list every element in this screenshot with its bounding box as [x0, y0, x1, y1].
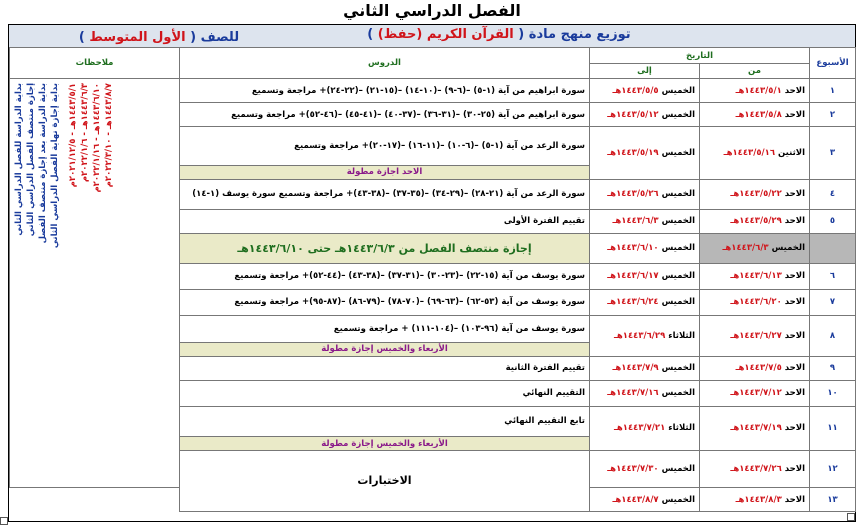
week-number: ٧: [810, 289, 856, 315]
exams-cell: الاختبارات: [180, 451, 590, 512]
lesson-cell: تابع التقييم النهائي: [180, 406, 590, 437]
week-number: ٩: [810, 356, 856, 380]
note-date: ١٤٤٣/٦/٣هـ - ٢٠٢٢/١/٦م: [80, 83, 90, 183]
header-week: الأسبوع: [810, 48, 856, 79]
lesson-cell: سورة ابراهيم من آية (٢٥-٣٠) –(٣١-٣٦) –(٣٧-٤٠) –(٤١-٤٥) –(٤٦-٥٢)+ مراجعة وتسميع: [180, 103, 590, 127]
lesson-cell: سورة يوسف من آية (١٥-٢٢) –(٢٣-٣٠) –(٣١-٣٧) –(٣٨-٤٣) –(٤٤-٥٢)+ مراجعة وتسميع: [180, 263, 590, 289]
notes-cell: [10, 79, 180, 488]
from-date: الاحد ١٤٤٣/٥/٢٩هـ: [700, 209, 810, 233]
week-number: ٤: [810, 179, 856, 209]
note-line: بداية إجازة نهاية الفصل الدراسي الثاني: [50, 83, 60, 249]
banner-grade-suffix: ): [78, 30, 85, 45]
week-number: ٢: [810, 103, 856, 127]
to-date: الخميس ١٤٤٣/٨/٧هـ: [590, 488, 700, 512]
header-notes: ملاحظات: [10, 48, 180, 79]
lesson-cell: سورة ابراهيم من آية (١-٥) –(٦-٩) –(١٠-١٤) –(١٥-٢١) –(٢٢-٢٤)+ مراجعة وتسميع: [180, 79, 590, 103]
lesson-cell: سورة الرعد من آية (٢١-٢٨) –(٢٩-٣٤) –(٣٥-٣٧) –(٣٨-٤٣)+ مراجعة وتسميع سورة يوسف (١-١٤): [180, 179, 590, 209]
to-date: الخميس ١٤٤٣/٦/١٧هـ: [590, 263, 700, 289]
note-line: بداية الدراسة للفصل الدراسي الثاني: [14, 83, 24, 236]
to-date: الخميس ١٤٤٣/٦/٢٤هـ: [590, 289, 700, 315]
from-date: الخميس ١٤٤٣/٦/٣هـ: [700, 233, 810, 263]
to-date: الخميس ١٤٤٣/٥/١٩هـ: [590, 127, 700, 180]
page-corner-handle[interactable]: [0, 517, 8, 525]
to-date: الخميس ١٤٤٣/٥/٢٦هـ: [590, 179, 700, 209]
header-date: التاريخ: [590, 48, 810, 64]
from-date: الاحد ١٤٤٣/٧/٢٦هـ: [700, 451, 810, 488]
midterm-break: إجازة منتصف الفصل من ١٤٤٣/٦/٣هـ حتى ١٤٤٣/٦/١٠هـ: [180, 233, 590, 263]
week-number: ٥: [810, 209, 856, 233]
week-number: [810, 233, 856, 263]
week-number: ٣: [810, 127, 856, 180]
holiday-note: الاحد اجازة مطولة: [180, 165, 590, 179]
banner-subject: القرآن الكريم (حفظ): [377, 27, 514, 42]
week-number: ١٣: [810, 488, 856, 512]
banner-grade-line: [9, 30, 309, 46]
lesson-cell: سورة الرعد من آية (١-٥) –(٦-١٠) –(١١-١٦) –(١٧-٢٠)+ مراجعة وتسميع: [180, 127, 590, 166]
from-date: الاحد ١٤٤٣/٦/٢٠هـ: [700, 289, 810, 315]
header-from: من: [700, 64, 810, 79]
to-date: الخميس ١٤٤٣/٦/١٠هـ: [590, 233, 700, 263]
holiday-note: الأربعاء والخميس إجازة مطولة: [180, 437, 590, 451]
to-date: الخميس ١٤٤٣/٧/٣٠هـ: [590, 451, 700, 488]
lesson-cell: سورة يوسف من آية (٩٦-١٠٣) –(١٠٤-١١١) + مراجعة وتسميع: [180, 315, 590, 342]
from-date: الاحد ١٤٤٣/٧/١٩هـ: [700, 406, 810, 451]
week-number: ٦: [810, 263, 856, 289]
lesson-cell: سورة يوسف من آية (٥٣-٦٢) –(٦٣-٦٩) –(٧٠-٧٨) –(٧٩-٨٦) –(٨٧-٩٥)+ مراجعة وتسميع: [180, 289, 590, 315]
to-date: الثلاثاء ١٤٤٣/٦/٢٩هـ: [590, 315, 700, 356]
to-date: الخميس ١٤٤٣/٧/٩هـ: [590, 356, 700, 380]
banner-grade: الأول المتوسط: [89, 30, 186, 45]
banner: [9, 25, 855, 47]
week-number: ١٢: [810, 451, 856, 488]
note-line: إجازة منتصف الفصل الدراسي الثاني: [26, 83, 36, 237]
banner-grade-prefix: للصف (: [190, 30, 240, 45]
from-date: الاثنين ١٤٤٣/٥/١٦هـ: [700, 127, 810, 180]
week-number: ١١: [810, 406, 856, 451]
note-date: ١٤٤٣/٦/١٠هـ - ٢٠٢٢/١/١٦م: [92, 83, 102, 193]
schedule-table: [9, 47, 856, 512]
to-date: الخميس ١٤٤٣/٦/٣هـ: [590, 209, 700, 233]
banner-close: ): [367, 27, 374, 42]
lesson-cell: تقييم الفترة الثانية: [180, 356, 590, 380]
lesson-cell: تقييم الفترة الأولى: [180, 209, 590, 233]
note-date: ١٤٤٣/٨/٧هـ - ٢٠٢٢/٣/١٠م: [104, 83, 114, 188]
from-date: الاحد ١٤٤٣/٨/٣هـ: [700, 488, 810, 512]
from-date: الاحد ١٤٤٣/٦/٢٧هـ: [700, 315, 810, 356]
from-date: الاحد ١٤٤٣/٧/١٢هـ: [700, 380, 810, 406]
page-title: الفصل الدراسي الثاني: [343, 1, 521, 20]
lesson-cell: التقييم النهائي: [180, 380, 590, 406]
from-date: الاحد ١٤٤٣/٥/٨هـ: [700, 103, 810, 127]
week-number: ١٠: [810, 380, 856, 406]
curriculum-sheet: [8, 24, 856, 522]
header-to: إلى: [590, 64, 700, 79]
banner-prefix: توزيع منهج مادة (: [518, 27, 631, 42]
table-resize-handle[interactable]: [847, 513, 855, 521]
to-date: الخميس ١٤٤٣/٥/١٢هـ: [590, 103, 700, 127]
holiday-note: الأربعاء والخميس إجازة مطولة: [180, 342, 590, 356]
from-date: الاحد ١٤٤٣/٦/١٣هـ: [700, 263, 810, 289]
from-date: الاحد ١٤٤٣/٥/١هـ: [700, 79, 810, 103]
week-number: ٨: [810, 315, 856, 356]
note-line: بداية الدراسة بعد إجازة منتصف الفصل: [38, 83, 48, 244]
header-lessons: الدروس: [180, 48, 590, 79]
from-date: الاحد ١٤٤٣/٧/٥هـ: [700, 356, 810, 380]
to-date: الخميس ١٤٤٣/٥/٥هـ: [590, 79, 700, 103]
week-number: ١: [810, 79, 856, 103]
to-date: الثلاثاء ١٤٤٣/٧/٢١هـ: [590, 406, 700, 451]
to-date: الخميس ١٤٤٣/٧/١٦هـ: [590, 380, 700, 406]
from-date: الاحد ١٤٤٣/٥/٢٢هـ: [700, 179, 810, 209]
note-date: ١٤٤٣/٥/١هـ - ٢٠٢١/١٢/٥م: [68, 83, 78, 188]
